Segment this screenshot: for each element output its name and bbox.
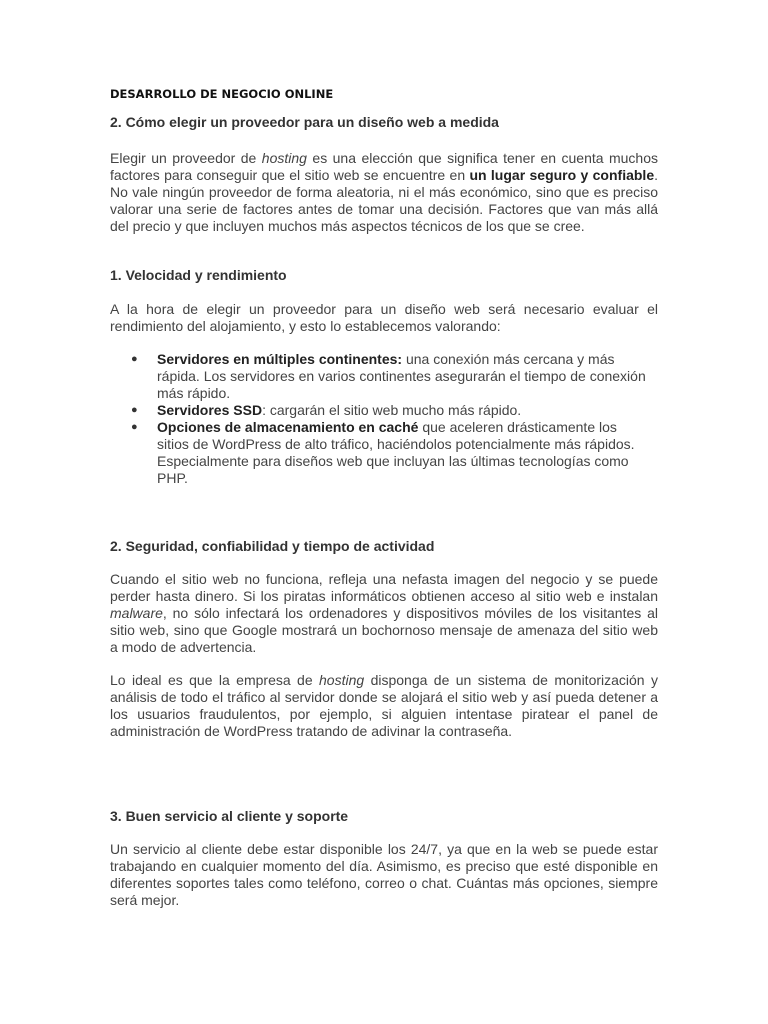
- bullet-icon: ●: [131, 421, 138, 433]
- section2-p1-text-malware: malware: [110, 605, 163, 621]
- bullet-text: una conexión más cercana y más rápida. Los servidores en varios continentes asegurarán el tiempo de conexión más rápido.: [157, 351, 646, 401]
- section1-paragraph: A la hora de elegir un proveedor para un diseño web será necesario evaluar el rendimiento del alojamiento, y esto lo establecemos valorando:: [110, 301, 658, 334]
- bullet-text: que aceleren drásticamente los sitios de WordPress de alto tráfico, haciéndolos potencialmente más rápidos. Especialmente para diseños web que incluyan las últimas tecnologías como PHP.: [157, 419, 635, 486]
- section2-heading: 2. Seguridad, confiabilidad y tiempo de actividad: [110, 538, 435, 554]
- bullet-text: : cargarán el sitio web mucho más rápido.: [262, 402, 522, 418]
- section2-p2-text-1: Lo ideal es que la empresa de: [110, 672, 320, 688]
- section2-paragraph-2: [110, 672, 658, 740]
- section3-heading: 3. Buen servicio al cliente y soporte: [110, 808, 349, 824]
- intro-text-5: . No vale ningún proveedor de forma aleatoria, ni el más económico, sino que es preciso valorar una serie de factores antes de tomar una decisión. Factores que van más allá del precio y que incluyen muchos más aspectos técnicos de los que se cree.: [110, 167, 658, 234]
- section1-bullet-list: [110, 351, 658, 487]
- document-label: DESARROLLO DE NEGOCIO ONLINE: [110, 87, 334, 101]
- list-item: [110, 351, 652, 402]
- intro-text-hosting: hosting: [261, 150, 307, 166]
- bullet-icon: ●: [131, 353, 138, 365]
- list-item: [110, 419, 652, 487]
- section1-heading: 1. Velocidad y rendimiento: [110, 267, 287, 283]
- section3-paragraph: Un servicio al cliente debe estar disponible los 24/7, ya que en la web se puede estar trabajando en cualquier momento del día. Asimismo, es preciso que esté disponible en diferentes soportes tales como teléfono, correo o chat. Cuántas más opciones, siempre será mejor.: [110, 841, 658, 908]
- intro-text-3: es una elección que significa tener en cuenta muchos factores para conseguir que el sitio web se encuentre en: [110, 150, 658, 183]
- bullet-title: Opciones de almacenamiento en caché: [157, 419, 419, 435]
- section2-p2-text-hosting: hosting: [319, 672, 365, 688]
- main-heading: 2. Cómo elegir un proveedor para un diseño web a medida: [110, 114, 499, 130]
- section2-paragraph-1: [110, 571, 658, 656]
- section2-p1-text-1: Cuando el sitio web no funciona, refleja una nefasta imagen del negocio y se puede perder hasta dinero. Si los piratas informáticos obtienen acceso al sitio web e instalan: [110, 571, 658, 604]
- intro-paragraph: [110, 150, 658, 235]
- bullet-icon: ●: [131, 404, 138, 416]
- list-item: [110, 402, 652, 419]
- section2-p2-text-3: disponga de un sistema de monitorización y análisis de todo el tráfico al servidor donde se alojará el sitio web y así pueda detener a los usuarios fraudulentos, por ejemplo, si alguien intentase piratear el panel de administración de WordPress tratando de adivinar la contraseña.: [110, 672, 658, 739]
- bullet-title: Servidores SSD: [157, 402, 263, 418]
- bullet-title: Servidores en múltiples continentes:: [157, 351, 403, 367]
- section2-p1-text-3: , no sólo infectará los ordenadores y dispositivos móviles de los visitantes al sitio web, sino que Google mostrará un bochornoso mensaje de amenaza del sitio web a modo de advertencia.: [110, 605, 658, 655]
- intro-text-1: Elegir un proveedor de: [110, 150, 262, 166]
- intro-text-bold: un lugar seguro y confiable: [469, 167, 655, 183]
